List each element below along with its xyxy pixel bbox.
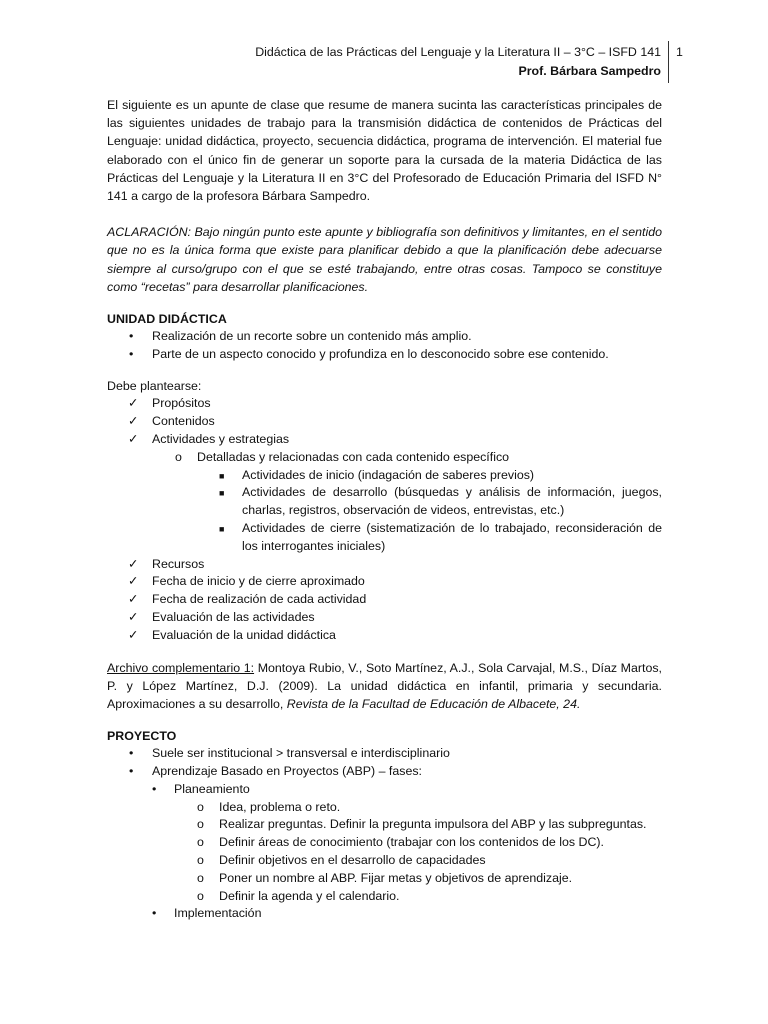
list-item: • Parte de un aspecto conocido y profundiza en lo desconocido sobre ese contenido. <box>107 346 662 364</box>
circle-bullet-icon: o <box>197 799 204 814</box>
header-divider <box>668 41 669 83</box>
list-item: • Aprendizaje Basado en Proyectos (ABP) – fases: <box>107 763 662 781</box>
circle-bullet-icon: o <box>197 852 204 867</box>
check-icon: ✓ <box>128 592 139 607</box>
checklist-item: ✓ Actividades y estrategias <box>107 431 662 449</box>
square-bullet-icon: ■ <box>219 488 225 499</box>
check-icon: ✓ <box>128 627 139 642</box>
circle-bullet-icon: o <box>197 888 204 903</box>
page-number: 1 <box>676 45 683 59</box>
phase-sub-item: o Definir la agenda y el calendario. <box>107 888 662 906</box>
phase-sub-item: o Idea, problema o reto. <box>107 799 662 817</box>
checklist-item: ✓ Evaluación de las actividades <box>107 609 662 627</box>
checklist-item: ✓ Fecha de realización de cada actividad <box>107 591 662 609</box>
phase-sub-item: o Definir áreas de conocimiento (trabajar con los contenidos de los DC). <box>107 834 662 852</box>
section-heading-proyecto: PROYECTO <box>107 729 177 744</box>
sub-sub-list-item: ■ Actividades de desarrollo (búsquedas y análisis de información, juegos, charlas, registros, observación de videos, entrevistas, etc.) <box>219 485 662 518</box>
section-heading-unidad: UNIDAD DIDÁCTICA <box>107 312 227 327</box>
checklist-item: ✓ Propósitos <box>107 395 662 413</box>
square-bullet-icon: ■ <box>219 524 225 534</box>
circle-bullet-icon: o <box>197 835 204 850</box>
checklist-item: ✓ Fecha de inicio y de cierre aproximado <box>107 573 662 591</box>
circle-bullet-icon: o <box>175 449 182 464</box>
sub-sub-list-item: ■ Actividades de inicio (indagación de saberes previos) <box>107 467 662 485</box>
list-item: • Suele ser institucional > transversal e interdisciplinario <box>107 745 662 763</box>
square-bullet-icon: ■ <box>219 470 225 481</box>
phase-sub-item: o Definir objetivos en el desarrollo de capacidades <box>107 852 662 870</box>
sub-list-item: o Detalladas y relacionadas con cada contenido específico <box>107 449 662 467</box>
archivo-label: Archivo complementario 1: <box>107 660 255 675</box>
check-icon: ✓ <box>128 432 139 447</box>
phase-item: • Planeamiento <box>107 781 662 799</box>
check-icon: ✓ <box>128 574 139 589</box>
bullet-icon: • <box>129 329 134 344</box>
header-professor: Prof. Bárbara Sampedro <box>518 64 661 78</box>
intro-paragraph: El siguiente es un apunte de clase que resume de manera sucinta las características principales de las siguientes unidades de trabajo para la transmisión didáctica de contenidos de Prácticas del Lenguaje: unidad didáctica, proyecto, secuencia didáctica, programa de intervención. El material fue elaborado con el único fin de generar un soporte para la cursada de la materia Didáctica de las Prácticas del Lenguaje y la Literatura II en 3°C del Profesorado de Educación Primaria del ISFD N° 141 a cargo de la profesora Bárbara Sampedro. <box>107 98 662 204</box>
header-title: Didáctica de las Prácticas del Lenguaje y la Literatura II – 3°C – ISFD 141 <box>255 45 661 59</box>
check-icon: ✓ <box>128 556 139 571</box>
phase-sub-item: o Realizar preguntas. Definir la pregunta impulsora del ABP y las subpreguntas. <box>107 816 662 834</box>
debe-label: Debe plantearse: <box>107 378 202 393</box>
check-icon: ✓ <box>128 414 139 429</box>
check-icon: ✓ <box>128 609 139 624</box>
sub-sub-list-item: ■ Actividades de cierre (sistematización de lo trabajado, reconsideración de los interrogantes iniciales) <box>219 521 662 553</box>
bullet-icon: • <box>129 346 134 361</box>
bullet-icon: • <box>129 763 134 778</box>
checklist-item: ✓ Recursos <box>107 556 662 574</box>
clarification-paragraph: ACLARACIÓN: Bajo ningún punto este apunte y bibliografía son definitivos y limitantes, en el sentido que no es la única forma que existe para planificar debido a que la planificación debe adecuarse siempre al curso/grupo con el que se esté trabajando, entre otras cosas. Tampoco se constituye como “recetas” para desarrollar planificaciones. <box>107 225 662 294</box>
circle-bullet-icon: o <box>197 817 204 832</box>
check-icon: ✓ <box>128 396 139 411</box>
bullet-icon: • <box>152 781 157 796</box>
phase-item: • Implementación <box>107 905 662 923</box>
archivo-complementario-paragraph: Archivo complementario 1: Montoya Rubio, V., Soto Martínez, A.J., Sola Carvajal, M.S., Díaz Martos, P. y López Martínez, D.J. (2009). La unidad didáctica en infantil, primaria y secundaria. Aproximaciones a su desarrollo, Revista de la Facultad de Educación de Albacete, 24. <box>107 660 662 711</box>
document-body <box>107 96 662 923</box>
bullet-icon: • <box>152 906 157 921</box>
checklist-item: ✓ Contenidos <box>107 413 662 431</box>
checklist-item: ✓ Evaluación de la unidad didáctica <box>107 627 662 645</box>
list-item: • Realización de un recorte sobre un contenido más amplio. <box>107 328 662 346</box>
circle-bullet-icon: o <box>197 870 204 885</box>
phase-sub-item: o Poner un nombre al ABP. Fijar metas y objetivos de aprendizaje. <box>107 870 662 888</box>
bullet-icon: • <box>129 746 134 761</box>
